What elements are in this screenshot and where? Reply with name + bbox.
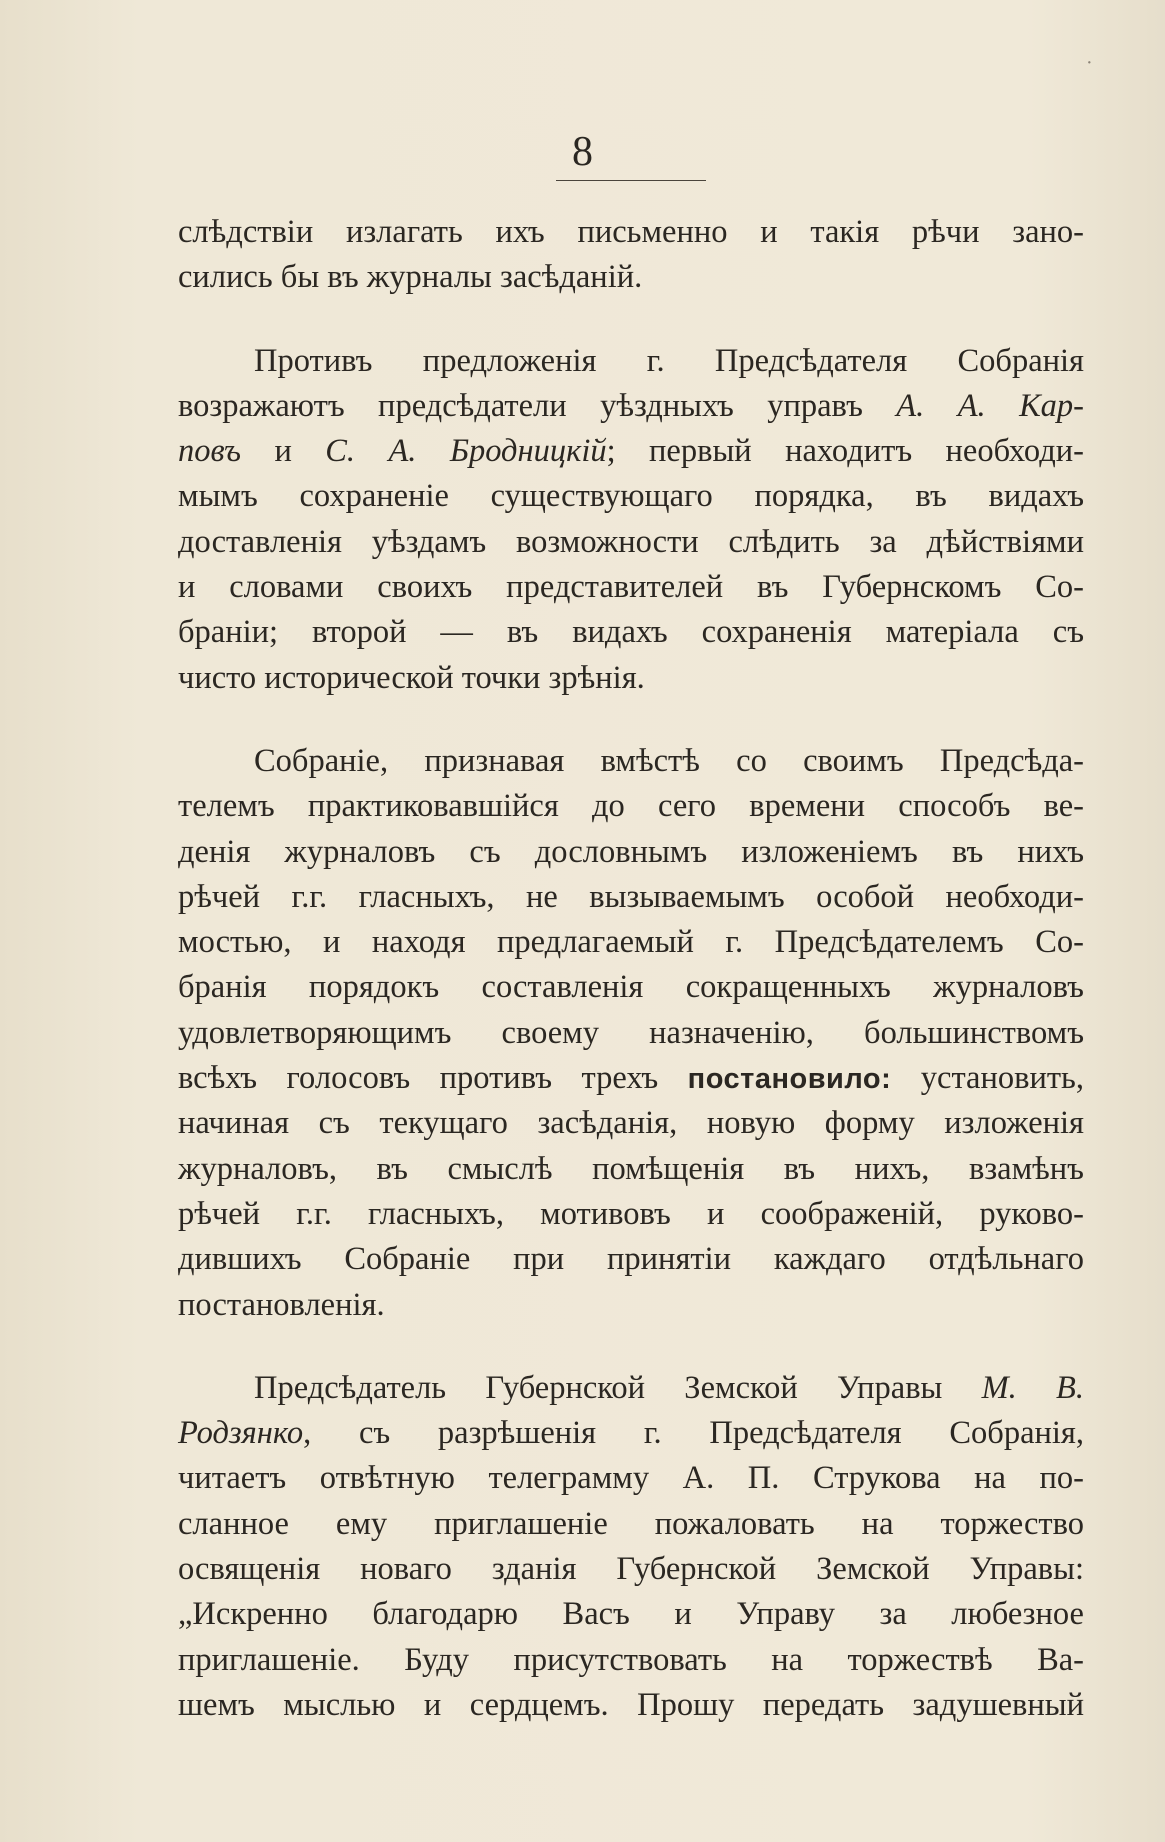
- text-line: [178, 1411, 1084, 1456]
- text-line: [178, 429, 1084, 474]
- corner-mark: ·: [1086, 52, 1093, 74]
- text-line: телемъ практиковавшійся до сего времени способъ ве-: [178, 788, 1084, 825]
- decision-word: постановило:: [687, 1063, 892, 1096]
- text-line: дившихъ Собраніе при принятіи каждаго отдѣльнаго: [178, 1241, 1084, 1278]
- text-line: [178, 1056, 1084, 1101]
- name-karpov: А. А. Кар-: [896, 387, 1084, 424]
- text-fragment: и: [241, 433, 326, 470]
- paragraph-gap: [178, 701, 1084, 739]
- name-brodnitsky: С. А. Бродницкій: [325, 433, 607, 470]
- text-line: [178, 1366, 1084, 1411]
- text-line: удовлетворяющимъ своему назначенію, большинствомъ: [178, 1014, 1084, 1051]
- text-fragment: возражаютъ предсѣдатели уѣздныхъ управъ: [178, 387, 897, 424]
- paragraph-gap: [178, 301, 1084, 339]
- text-line: журналовъ, въ смыслѣ помѣщенія въ нихъ, взамѣнъ: [178, 1150, 1084, 1187]
- text-line: [178, 384, 1084, 429]
- text-fragment: установить,: [891, 1060, 1084, 1097]
- text-line: Противъ предложенія г. Предсѣдателя Собранія: [254, 342, 1084, 379]
- name-rodzyanko: М. В.: [981, 1369, 1084, 1406]
- text-fragment: всѣхъ голосовъ противъ трехъ: [178, 1060, 688, 1097]
- text-line: и словами своихъ представителей въ Губернскомъ Со-: [178, 569, 1084, 606]
- text-fragment: , съ разрѣшенія г. Предсѣдателя Собранія,: [303, 1415, 1084, 1452]
- text-line: читаетъ отвѣтную телеграмму А. П. Струкова на по-: [178, 1460, 1084, 1497]
- text-fragment: Предсѣдатель Губернской Земской Управы: [254, 1369, 982, 1406]
- paragraph-gap: [178, 1328, 1084, 1366]
- text-line: денія журналовъ съ дословнымъ изложеніемъ въ нихъ: [178, 833, 1084, 870]
- name-karpov-continued: повъ: [178, 433, 242, 470]
- text-line: мымъ сохраненіе существующаго порядка, въ видахъ: [178, 478, 1084, 515]
- name-rodzyanko-continued: Родзянко: [178, 1415, 304, 1452]
- text-line: шемъ мыслью и сердцемъ. Прошу передать задушевный: [178, 1686, 1084, 1723]
- text-line: приглашеніе. Буду присутствовать на торжествѣ Ва-: [178, 1641, 1084, 1678]
- text-line: постановленія.: [178, 1286, 385, 1323]
- text-line: доставленія уѣздамъ возможности слѣдить за дѣйствіями: [178, 523, 1084, 560]
- text-line: рѣчей г.г. гласныхъ, не вызываемымъ особой необходи-: [178, 878, 1084, 915]
- page-number: 8: [572, 129, 593, 175]
- text-line: слѣдствіи излагать ихъ письменно и такія рѣчи зано-: [178, 214, 1084, 250]
- text-line: бранія порядокъ составленія сокращенныхъ журналовъ: [178, 969, 1084, 1006]
- page-number-rule: [556, 180, 706, 181]
- text-line: рѣчей г.г. гласныхъ, мотивовъ и соображеній, руково-: [178, 1195, 1084, 1232]
- text-line: „Искренно благодарю Васъ и Управу за любезное: [178, 1596, 1084, 1633]
- text-line: освященія новаго зданія Губернской Земской Управы:: [178, 1551, 1084, 1588]
- text-line: браніи; второй — въ видахъ сохраненія матеріала съ: [178, 614, 1084, 651]
- text-fragment: ; первый находитъ необходи-: [606, 433, 1084, 470]
- text-line: сланное ему приглашеніе пожаловать на торжество: [178, 1505, 1084, 1542]
- text-line: Собраніе, признавая вмѣстѣ со своимъ Предсѣда-: [254, 742, 1084, 779]
- text-line: сились бы въ журналы засѣданій.: [178, 259, 643, 296]
- text-line: чисто исторической точки зрѣнія.: [178, 659, 645, 696]
- text-line: начиная съ текущаго засѣданія, новую форму изложенія: [178, 1105, 1084, 1142]
- page-text: [178, 210, 1084, 1728]
- text-line: мостью, и находя предлагаемый г. Предсѣдателемъ Со-: [178, 924, 1084, 961]
